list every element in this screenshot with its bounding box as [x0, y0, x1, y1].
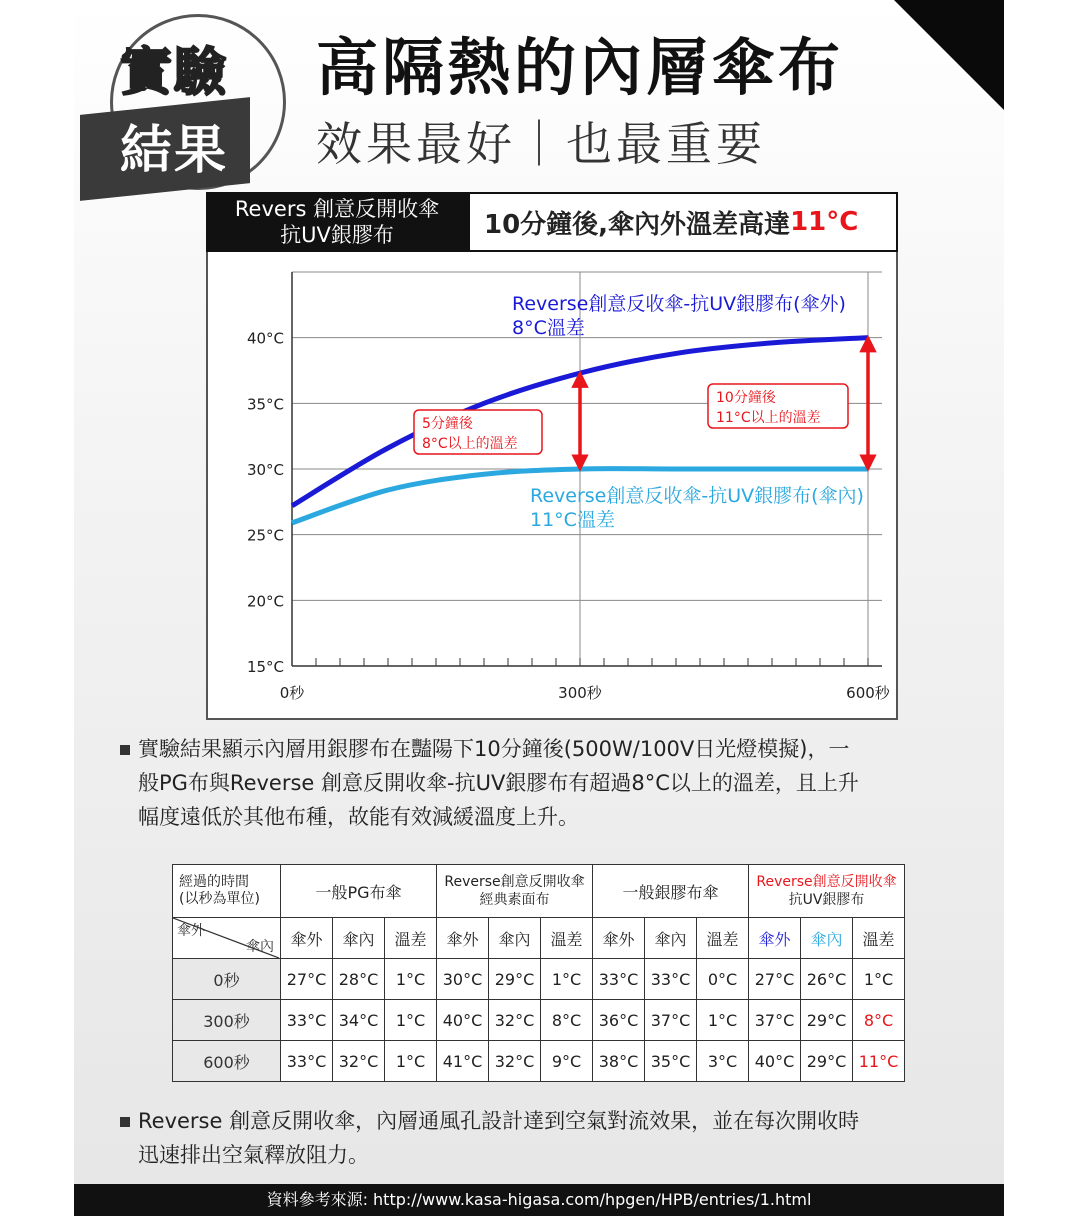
- paragraph1-line1: 實驗結果顯示內層用銀膠布在豔陽下10分鐘後(500W/100V日光燈模擬)，一: [138, 737, 850, 761]
- bullet-icon: [120, 745, 130, 755]
- table-cell: 30°C: [437, 959, 489, 1000]
- group-header-uv-line2: 抗UV銀膠布: [788, 892, 865, 908]
- table-cell: 34°C: [333, 1000, 385, 1041]
- table-cell: 0°C: [697, 959, 749, 1000]
- sub-inside: 傘內: [801, 918, 853, 959]
- product-label-line2: 抗UV銀膠布: [280, 223, 394, 247]
- annotation-line1: 10分鐘後: [716, 390, 776, 406]
- table-cell: 33°C: [281, 1000, 333, 1041]
- sub-diff: 溫差: [385, 918, 437, 959]
- table-corner-line1: 經過的時間: [179, 874, 249, 890]
- table-cell: 11°C: [853, 1041, 905, 1082]
- table-cell: 1°C: [541, 959, 593, 1000]
- table-cell: 40°C: [749, 1041, 801, 1082]
- table-cell: 1°C: [385, 1000, 437, 1041]
- x-tick-label: 600秒: [846, 684, 890, 702]
- table-cell: 38°C: [593, 1041, 645, 1082]
- claim-box: [468, 192, 898, 252]
- paragraph1-line2: 般PG布與Reverse 創意反開收傘-抗UV銀膠布有超過8°C以上的溫差，且上升: [138, 771, 859, 795]
- table-cell: 28°C: [333, 959, 385, 1000]
- sub-inside: 傘內: [645, 918, 697, 959]
- table-cell: 1°C: [385, 1041, 437, 1082]
- table-cell: 3°C: [697, 1041, 749, 1082]
- table-cell: 9°C: [541, 1041, 593, 1082]
- source-footer: 資料參考來源: http://www.kasa-higasa.com/hpgen/HPB/entries/1.html: [74, 1184, 1004, 1216]
- table-cell: 33°C: [593, 959, 645, 1000]
- group-header-silver-line1: 一般銀膠布傘: [622, 882, 719, 902]
- sub-diff: 溫差: [541, 918, 593, 959]
- product-label: [206, 192, 468, 252]
- table-cell: 29°C: [489, 959, 541, 1000]
- group-header-classic-line2: 經典素面布: [479, 892, 550, 908]
- sub-outside: 傘外: [437, 918, 489, 959]
- result-paragraph: [120, 732, 859, 834]
- line-chart: [208, 252, 896, 718]
- x-tick-label: 300秒: [558, 684, 602, 702]
- diagonal-label-inside: 傘內: [246, 939, 274, 955]
- chart-container: [206, 252, 898, 720]
- sub-inside: 傘內: [333, 918, 385, 959]
- table-cell: 27°C: [281, 959, 333, 1000]
- series-note-inside: 11°C溫差: [530, 509, 615, 531]
- sub-diff: 溫差: [853, 918, 905, 959]
- series-label-inside: Reverse創意反收傘-抗UV銀膠布(傘內): [530, 485, 864, 507]
- table-diagonal-header: [173, 918, 281, 959]
- table-cell: 29°C: [801, 1000, 853, 1041]
- corner-decoration: [894, 0, 1004, 110]
- y-tick-label: 40°C: [246, 329, 284, 348]
- table-cell: 35°C: [645, 1041, 697, 1082]
- table-cell: 1°C: [853, 959, 905, 1000]
- sub-diff: 溫差: [697, 918, 749, 959]
- table-cell: 40°C: [437, 1000, 489, 1041]
- row-time: 300秒: [173, 1000, 281, 1041]
- diagonal-label-outside: 傘外: [177, 923, 205, 939]
- table-cell: 32°C: [333, 1041, 385, 1082]
- table-cell: 37°C: [749, 1000, 801, 1041]
- group-header-classic-line1: Reverse創意反開收傘: [444, 874, 585, 890]
- series-label-outside: Reverse創意反收傘-抗UV銀膠布(傘外): [512, 293, 846, 315]
- table-cell: 33°C: [281, 1041, 333, 1082]
- group-header-classic: [437, 865, 593, 918]
- group-header-uv-line1: Reverse創意反開收傘: [756, 874, 897, 890]
- page-subtitle: 效果最好｜也最重要: [316, 117, 766, 171]
- badge-line2: 結果: [120, 121, 229, 181]
- sub-outside: 傘外: [749, 918, 801, 959]
- table-corner-header: [173, 865, 281, 918]
- row-time: 0秒: [173, 959, 281, 1000]
- product-label-line1: Revers 創意反開收傘: [234, 197, 440, 221]
- comparison-table: [172, 864, 905, 1082]
- claim-text: 10分鐘後,傘內外溫差高達: [484, 209, 791, 240]
- y-tick-label: 30°C: [246, 461, 284, 479]
- table-cell: 36°C: [593, 1000, 645, 1041]
- table-cell: 1°C: [385, 959, 437, 1000]
- table-cell: 27°C: [749, 959, 801, 1000]
- row-time: 600秒: [173, 1041, 281, 1082]
- table-cell: 32°C: [489, 1000, 541, 1041]
- annotation-line1: 5分鐘後: [422, 416, 473, 432]
- paragraph1-line3: 幅度遠低於其他布種，故能有效減緩溫度上升。: [138, 805, 579, 829]
- table-cell: 33°C: [645, 959, 697, 1000]
- sub-outside: 傘外: [593, 918, 645, 959]
- group-header-reverse-uv: [749, 865, 905, 918]
- table-cell: 29°C: [801, 1041, 853, 1082]
- badge-line1: 實驗: [120, 43, 229, 103]
- vent-paragraph: [120, 1104, 859, 1172]
- page-title: 高隔熱的內層傘布: [316, 31, 845, 104]
- table-corner-line2: (以秒為單位): [179, 891, 260, 907]
- group-header-silver: [593, 865, 749, 918]
- series-note-outside: 8°C溫差: [512, 317, 585, 339]
- y-tick-label: 35°C: [246, 395, 284, 414]
- x-tick-label: 0秒: [279, 684, 305, 702]
- table-row: [173, 959, 905, 1000]
- table-cell: 1°C: [697, 1000, 749, 1041]
- table-row: [173, 1041, 905, 1082]
- paragraph2-line1: Reverse 創意反開收傘，內層通風孔設計達到空氣對流效果，並在每次開收時: [138, 1109, 860, 1133]
- table-cell: 32°C: [489, 1041, 541, 1082]
- table-cell: 26°C: [801, 959, 853, 1000]
- table-cell: 41°C: [437, 1041, 489, 1082]
- sub-outside: 傘外: [281, 918, 333, 959]
- table-cell: 8°C: [853, 1000, 905, 1041]
- y-tick-label: 15°C: [246, 658, 284, 676]
- bullet-icon: [120, 1117, 130, 1127]
- y-tick-label: 25°C: [246, 526, 284, 545]
- table-cell: 37°C: [645, 1000, 697, 1041]
- group-header-pg-line1: 一般PG布傘: [315, 882, 402, 902]
- y-tick-label: 20°C: [246, 592, 284, 611]
- group-header-pg: [281, 865, 437, 918]
- claim-value: 11°C: [790, 207, 859, 237]
- table-row: [173, 1000, 905, 1041]
- annotation-line2: 8°C以上的溫差: [422, 436, 518, 452]
- table-cell: 8°C: [541, 1000, 593, 1041]
- paragraph2-line2: 迅速排出空氣釋放阻力。: [138, 1143, 369, 1167]
- sub-inside: 傘內: [489, 918, 541, 959]
- annotation-line2: 11°C以上的溫差: [716, 410, 821, 426]
